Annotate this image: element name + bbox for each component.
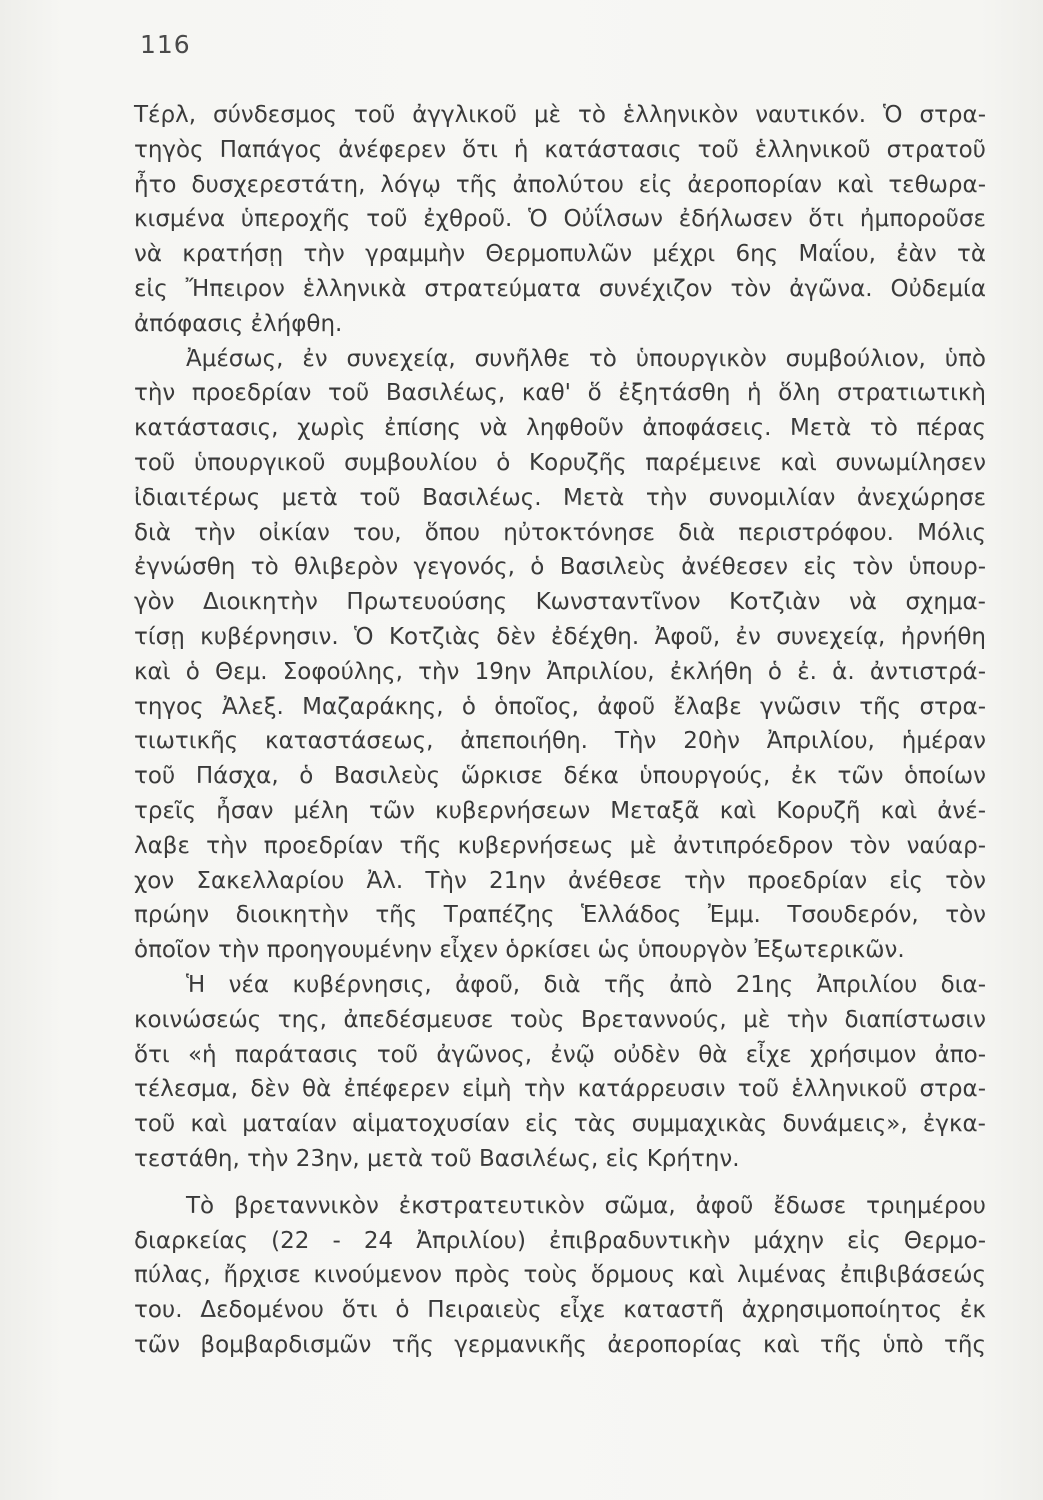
text-line: χον Σακελλαρίου Ἀλ. Τὴν 21ην ἀνέθεσε τὴν προεδρίαν εἰς τὸν: [134, 867, 986, 894]
paragraph: [134, 968, 986, 1177]
text-line: πύλας, ἤρχισε κινούμενον πρὸς τοὺς ὅρμους καὶ λιμένας ἐπιβιβάσεώς: [134, 1262, 986, 1289]
text-line: ὁποῖον τὴν προηγουμένην εἶχεν ὁρκίσει ὡς ὑπουργὸν Ἐξωτερικῶν.: [134, 937, 905, 964]
page-number: 116: [140, 30, 191, 59]
text-line: κισμένα ὑπεροχῆς τοῦ ἐχθροῦ. Ὁ Οὐΐλσων ἐδήλωσεν ὅτι ἠμποροῦσε: [134, 206, 986, 233]
text-line: τηγος Ἀλεξ. Μαζαράκης, ὁ ὁποῖος, ἀφοῦ ἔλαβε γνῶσιν τῆς στρα-: [134, 693, 986, 720]
text-line: Ἡ νέα κυβέρνησις, ἀφοῦ, διὰ τῆς ἀπὸ 21ης Ἀπριλίου δια-: [186, 971, 986, 998]
text-line: Τὸ βρεταννικὸν ἐκστρατευτικὸν σῶμα, ἀφοῦ ἔδωσε τριημέρου: [186, 1192, 986, 1219]
text-line: κοινώσεώς της, ἀπεδέσμευσε τοὺς Βρεταννούς, μὲ τὴν διαπίστωσιν: [134, 1006, 986, 1033]
text-line: τεστάθη, τὴν 23ην, μετὰ τοῦ Βασιλέως, εἰς Κρήτην.: [134, 1145, 740, 1172]
text-line: ἰδιαιτέρως μετὰ τοῦ Βασιλέως. Μετὰ τὴν συνομιλίαν ἀνεχώρησε: [134, 484, 986, 511]
text-line: ἀπόφασις ἐλήφθη.: [134, 310, 343, 337]
text-line: πρώην διοικητὴν τῆς Τραπέζης Ἑλλάδος Ἐμμ. Τσουδερόν, τὸν: [134, 902, 986, 929]
text-line: κατάστασις, χωρὶς ἐπίσης νὰ ληφθοῦν ἀποφάσεις. Μετὰ τὸ πέρας: [134, 415, 986, 442]
paragraph-gap: [134, 1177, 986, 1189]
text-line: του. Δεδομένου ὅτι ὁ Πειραιεὺς εἶχε καταστῆ ἀχρησιμοποίητος ἐκ: [134, 1297, 986, 1324]
text-line: τῶν βομβαρδισμῶν τῆς γερμανικῆς ἀεροπορίας καὶ τῆς ὑπὸ τῆς: [134, 1331, 986, 1358]
paragraph: [134, 1189, 986, 1363]
body-text: [134, 98, 986, 1363]
text-line: τίσῃ κυβέρνησιν. Ὁ Κοτζιὰς δὲν ἐδέχθη. Ἀφοῦ, ἐν συνεχείᾳ, ἠρνήθη: [134, 623, 986, 650]
paragraph: [134, 342, 986, 968]
paragraph: [134, 98, 986, 342]
text-line: Ἀμέσως, ἐν συνεχείᾳ, συνῆλθε τὸ ὑπουργικὸν συμβούλιον, ὑπὸ: [186, 345, 986, 372]
text-line: ὅτι «ἡ παράτασις τοῦ ἀγῶνος, ἐνῷ οὐδὲν θὰ εἶχε χρήσιμον ἀπο-: [134, 1041, 986, 1068]
text-line: Τέρλ, σύνδεσμος τοῦ ἀγγλικοῦ μὲ τὸ ἑλληνικὸν ναυτικόν. Ὁ στρα-: [134, 102, 986, 128]
text-line: ἦτο δυσχερεστάτη, λόγῳ τῆς ἀπολύτου εἰς ἀεροπορίαν καὶ τεθωρα-: [134, 171, 986, 198]
text-line: τοῦ ὑπουργικοῦ συμβουλίου ὁ Κορυζῆς παρέμεινε καὶ συνωμίλησεν: [134, 449, 986, 476]
text-line: γὸν Διοικητὴν Πρωτευούσης Κωνσταντῖνον Κοτζιὰν νὰ σχημα-: [134, 589, 986, 616]
text-line: τηγὸς Παπάγος ἀνέφερεν ὅτι ἡ κατάστασις τοῦ ἑλληνικοῦ στρατοῦ: [134, 136, 986, 163]
text-line: ἐγνώσθη τὸ θλιβερὸν γεγονός, ὁ Βασιλεὺς ἀνέθεσεν εἰς τὸν ὑπουρ-: [134, 554, 986, 581]
text-line: λαβε τὴν προεδρίαν τῆς κυβερνήσεως μὲ ἀντιπρόεδρον τὸν ναύαρ-: [134, 832, 986, 859]
text-line: νὰ κρατήσῃ τὴν γραμμὴν Θερμοπυλῶν μέχρι 6ης Μαΐου, ἐὰν τὰ: [134, 241, 986, 268]
text-line: τιωτικῆς καταστάσεως, ἀπεποιήθη. Τὴν 20ὴν Ἀπριλίου, ἡμέραν: [134, 728, 986, 755]
text-line: διαρκείας (22 - 24 Ἀπριλίου) ἐπιβραδυντικὴν μάχην εἰς Θερμο-: [134, 1227, 986, 1254]
text-line: διὰ τὴν οἰκίαν του, ὅπου ηὐτοκτόνησε διὰ περιστρόφου. Μόλις: [134, 519, 986, 546]
text-line: εἰς Ἤπειρον ἑλληνικὰ στρατεύματα συνέχιζον τὸν ἀγῶνα. Οὐδεμία: [134, 275, 986, 302]
text-line: τρεῖς ἦσαν μέλη τῶν κυβερνήσεων Μεταξᾶ καὶ Κορυζῆ καὶ ἀνέ-: [134, 797, 986, 824]
text-line: καὶ ὁ Θεμ. Σοφούλης, τὴν 19ην Ἀπριλίου, ἐκλήθη ὁ ἐ. ἁ. ἀντιστρά-: [134, 658, 986, 685]
text-line: τέλεσμα, δὲν θὰ ἐπέφερεν εἰμὴ τὴν κατάρρευσιν τοῦ ἑλληνικοῦ στρα-: [134, 1076, 986, 1103]
text-line: τοῦ Πάσχα, ὁ Βασιλεὺς ὥρκισε δέκα ὑπουργούς, ἐκ τῶν ὁποίων: [134, 763, 986, 790]
text-line: τοῦ καὶ ματαίαν αἱματοχυσίαν εἰς τὰς συμμαχικὰς δυνάμεις», ἐγκα-: [134, 1111, 986, 1138]
text-line: τὴν προεδρίαν τοῦ Βασιλέως, καθ' ὅ ἐξητάσθη ἡ ὅλη στρατιωτικὴ: [134, 380, 986, 407]
